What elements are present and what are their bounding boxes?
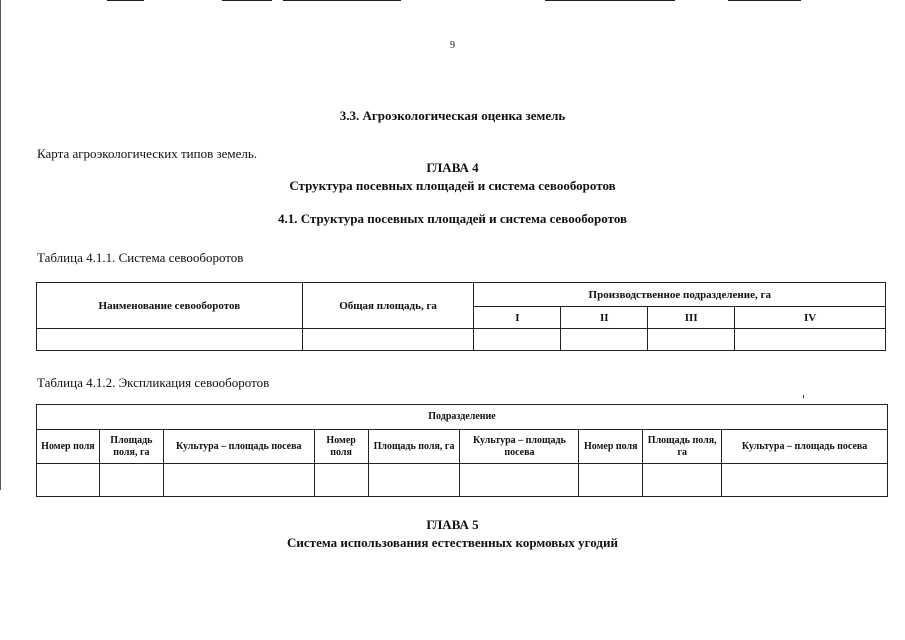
col-header: Площадь поля, га: [643, 430, 722, 464]
table-cell: [474, 329, 561, 351]
chapter-5-title: Система использования естественных кормовых угодий: [287, 535, 618, 550]
stray-mark: [803, 395, 804, 398]
table-cell: [735, 329, 886, 351]
table-row: [37, 329, 886, 351]
table-cell: [579, 464, 643, 497]
table-cell: [37, 464, 100, 497]
col-header-group: Производственное подразделение, га: [474, 283, 886, 307]
table-cell: [643, 464, 722, 497]
sub-col-header: I: [474, 307, 561, 329]
col-header-name: Наименование севооборотов: [37, 283, 303, 329]
table-cell: [460, 464, 579, 497]
col-header: Культура – площадь посева: [163, 430, 314, 464]
col-header: Культура – площадь посева: [460, 430, 579, 464]
table-4-1-2: [36, 404, 888, 497]
section-3-3-heading: 3.3. Агроэкологическая оценка земель: [339, 108, 566, 123]
left-margin-line: [0, 0, 1, 490]
top-edge-line: [222, 0, 272, 1]
col-header: Культура – площадь посева: [722, 430, 888, 464]
top-edge-line: [283, 0, 401, 1]
top-edge-line: [107, 0, 144, 1]
map-caption: Карта агроэкологических типов земель.: [37, 146, 258, 161]
table-cell: [648, 329, 735, 351]
col-header: Площадь поля, га: [368, 430, 460, 464]
chapter-5-label: ГЛАВА 5: [426, 517, 479, 532]
table-cell: [722, 464, 888, 497]
col-header: Площадь поля, га: [99, 430, 163, 464]
table-cell: [37, 329, 303, 351]
top-edge-line: [545, 0, 675, 1]
table-4-1-1-caption: Таблица 4.1.1. Система севооборотов: [37, 250, 244, 265]
table-cell: [99, 464, 163, 497]
table-cell: [314, 464, 368, 497]
chapter-4-label: ГЛАВА 4: [426, 160, 479, 175]
table-cell: [561, 329, 648, 351]
table-cell: [368, 464, 460, 497]
sub-col-header: III: [648, 307, 735, 329]
top-edge-line: [728, 0, 801, 1]
col-header-area: Общая площадь, га: [302, 283, 474, 329]
section-4-1-heading: 4.1. Структура посевных площадей и система севооборотов: [277, 211, 628, 226]
chapter-4-title: Структура посевных площадей и система севооборотов: [289, 178, 616, 193]
table-4-1-1: [36, 282, 886, 351]
col-header: Номер поля: [579, 430, 643, 464]
sub-col-header: II: [561, 307, 648, 329]
table-cell: [163, 464, 314, 497]
page-number: 9: [450, 40, 455, 51]
table-4-1-2-caption: Таблица 4.1.2. Экспликация севооборотов: [37, 375, 270, 390]
col-header: Номер поля: [37, 430, 100, 464]
col-header: Номер поля: [314, 430, 368, 464]
sub-col-header: IV: [735, 307, 886, 329]
table-row: [37, 464, 888, 497]
group-header: Подразделение: [37, 405, 888, 430]
table-cell: [302, 329, 474, 351]
